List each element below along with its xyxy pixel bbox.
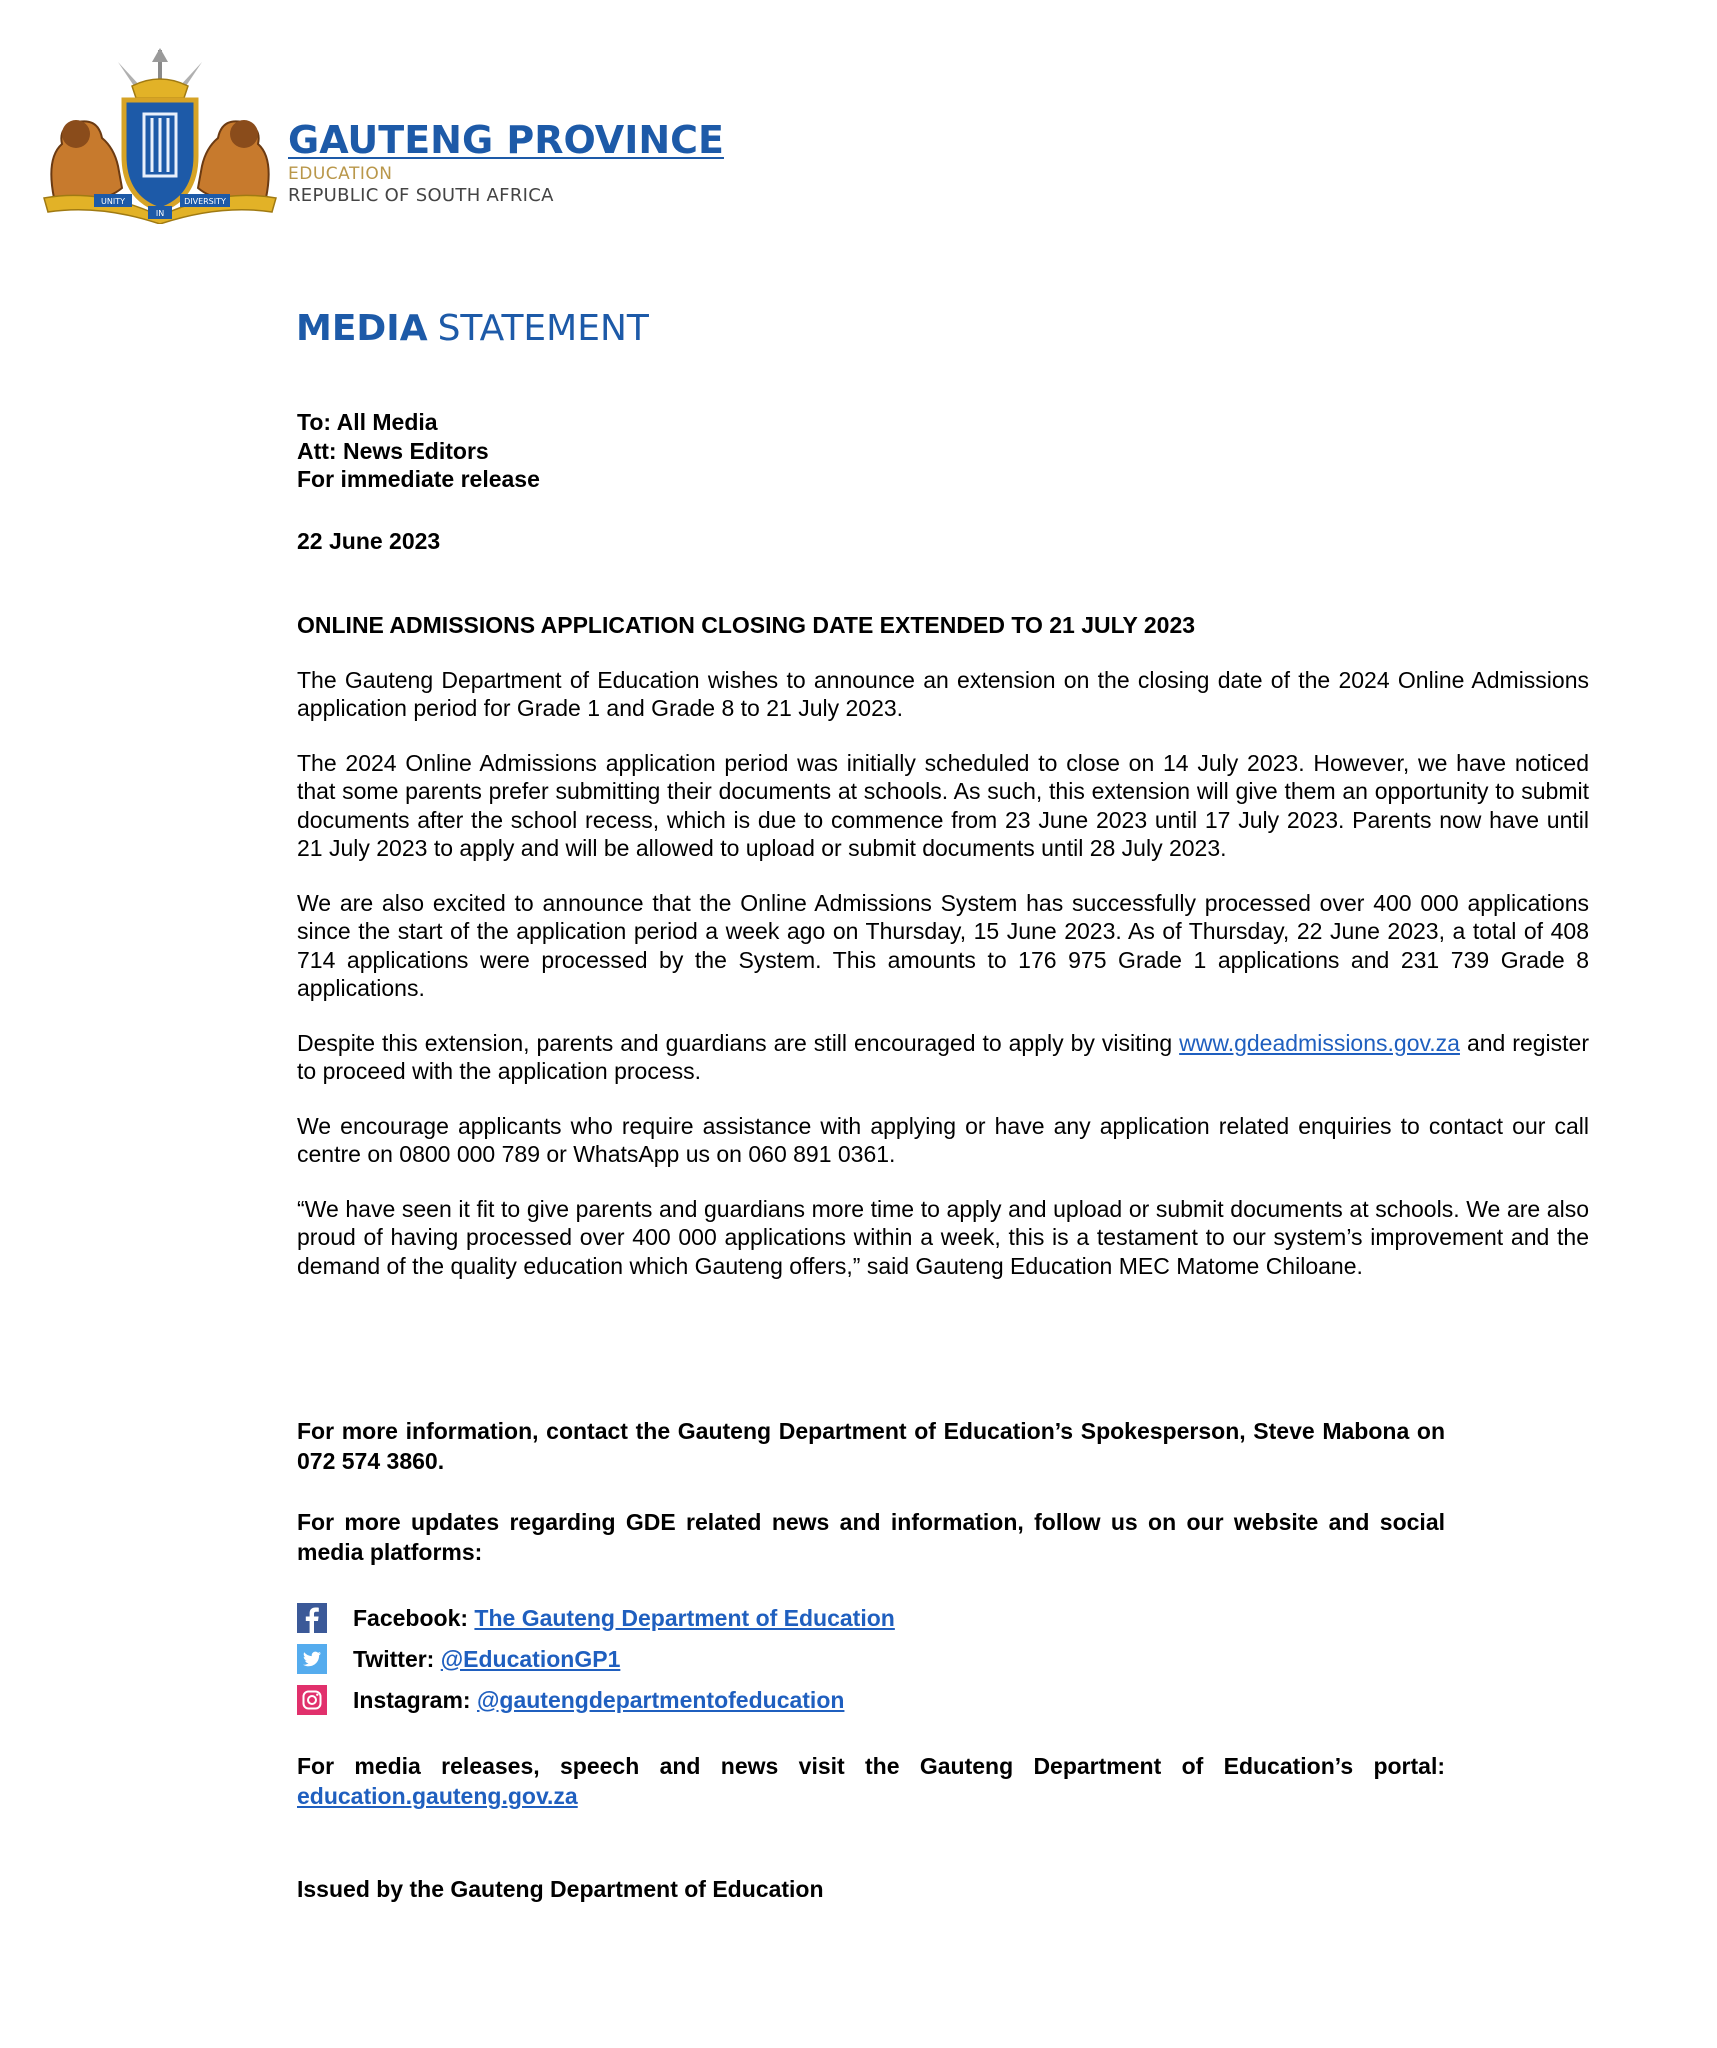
brand-name: GAUTENG PROVINCE — [288, 118, 724, 162]
paragraph-4-before: Despite this extension, parents and guardians are still encouraged to apply by visiting — [297, 1029, 1180, 1056]
instagram-label: Instagram: — [353, 1686, 471, 1713]
portal-text: For media releases, speech and news visit the Gauteng Department of Education’s portal: — [297, 1753, 1445, 1779]
paragraph-1: The Gauteng Department of Education wishes to announce an extension on the closing date of the 2024 Online Admissions application period for Grade 1 and Grade 8 to 21 July 2023. — [297, 666, 1589, 721]
portal-info — [297, 1751, 1445, 1811]
facebook-label: Facebook: — [353, 1604, 469, 1631]
instagram-icon — [297, 1685, 327, 1715]
crest-motto-right: DIVERSITY — [184, 197, 226, 206]
meta-to: To: All Media — [297, 409, 438, 435]
facebook-link[interactable]: The Gauteng Department of Education — [474, 1604, 895, 1631]
statement-date: 22 June 2023 — [297, 527, 441, 554]
social-facebook — [297, 1597, 1445, 1638]
contact-info: For more information, contact the Gauteng Department of Education’s Spokesperson, Steve Mabona on 072 574 3860. — [297, 1418, 1445, 1474]
brand-department: EDUCATION — [288, 164, 393, 184]
updates-info: For more updates regarding GDE related news and information, follow us on our website and social media platforms: — [297, 1509, 1445, 1565]
twitter-link[interactable]: @EducationGP1 — [440, 1645, 621, 1672]
paragraph-4 — [297, 1029, 1589, 1086]
social-instagram — [297, 1679, 1445, 1720]
headline: ONLINE ADMISSIONS APPLICATION CLOSING DATE EXTENDED TO 21 JULY 2023 — [297, 612, 1196, 638]
admissions-link[interactable]: www.gdeadmissions.gov.za — [1179, 1029, 1460, 1056]
paragraph-5: We encourage applicants who require assistance with applying or have any application related enquiries to contact our call centre on 0800 000 789 or WhatsApp us on 060 891 0361. — [297, 1112, 1589, 1167]
instagram-link[interactable]: @gautengdepartmentofeducation — [476, 1686, 845, 1713]
title-bold-word: MEDIA — [296, 308, 428, 349]
facebook-icon — [297, 1603, 327, 1633]
crest-motto-mid: IN — [155, 209, 165, 218]
issued-by: Issued by the Gauteng Department of Education — [297, 1876, 824, 1902]
footer-block — [297, 1416, 1445, 1811]
twitter-label: Twitter: — [353, 1645, 435, 1672]
brand-country: REPUBLIC OF SOUTH AFRICA — [288, 185, 554, 206]
portal-link[interactable]: education.gauteng.gov.za — [297, 1783, 578, 1809]
brand-block — [288, 118, 724, 206]
social-twitter — [297, 1638, 1445, 1679]
paragraph-4-after: and register to proceed with the application process. — [297, 1029, 1589, 1084]
paragraph-2: The 2024 Online Admissions application period was initially scheduled to close on 14 July 2023. However, we have noticed that some parents prefer submitting their documents at schools. As such, this extension will give them an opportunity to submit documents after the school recess, which is due to commence from 23 June 2023 until 17 July 2023. Parents now have until 21 July 2023 to apply and will be allowed to upload or submit documents until 28 July 2023. — [297, 749, 1589, 861]
meta-att: Att: News Editors — [297, 437, 489, 464]
crest-motto-left: UNITY — [101, 197, 125, 206]
twitter-icon — [297, 1644, 327, 1674]
paragraph-6: “We have seen it fit to give parents and guardians more time to apply and upload or submit documents at schools. We are also proud of having processed over 400 000 applications within a week, this is a testament to our system’s improvement and the demand of the quality education which Gauteng offers,” said Gauteng Education MEC Matome Chiloane. — [297, 1195, 1589, 1279]
paragraph-3: We are also excited to announce that the Online Admissions System has successfully processed over 400 000 applications since the start of the application period a week ago on Thursday, 15 June 2023. As of Thursday, 22 June 2023, a total of 408 714 applications were processed by the System. This amounts to 176 975 Grade 1 applications and 231 739 Grade 8 applications. — [297, 889, 1589, 1001]
meta-release: For immediate release — [297, 466, 540, 492]
meta-block — [297, 408, 1589, 494]
statement-body — [297, 408, 1589, 1280]
page-title — [296, 308, 649, 349]
title-regular-word: STATEMENT — [437, 308, 649, 349]
social-list — [297, 1597, 1445, 1720]
coat-of-arms-icon — [40, 48, 280, 224]
